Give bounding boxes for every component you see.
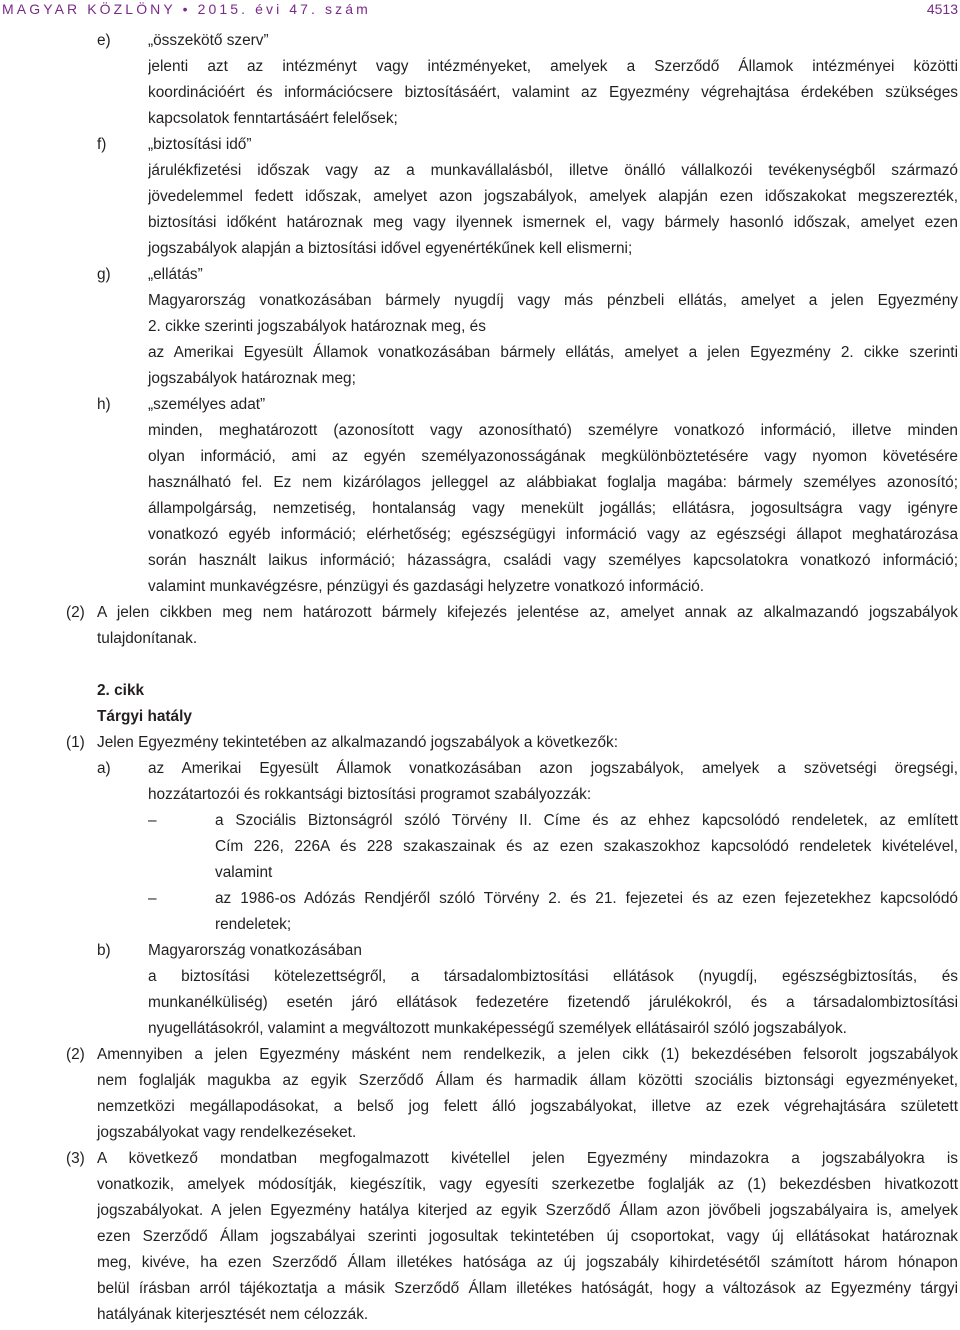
text-line: olyan információ, ami az egyén személyazonosságának megkülönböztetésére vagy nyomon követésére	[148, 448, 958, 465]
text-line: h)	[97, 396, 111, 413]
text-line: A jelen cikkben meg nem határozott bármely kifejezés jelentése az, amelyet annak az alkalmazandó jogszabályok	[97, 604, 958, 621]
text-line: jogszabályokat vagy rendelkezéseket.	[97, 1124, 357, 1141]
text-line: koordinációért és információcsere biztosításáért, valamint az Egyezmény végrehajtása érdekében szükséges	[148, 84, 958, 101]
text-line: a Szociális Biztonságról szóló Törvény II. Címe és az ehhez kapcsolódó rendeletek, az említett	[215, 812, 958, 829]
text-line: b)	[97, 942, 111, 959]
text-line: munkanélküliség) esetén járó ellátások fedezetére fizetendő járulékokról, és a társadalombiztosítási	[148, 994, 958, 1011]
text-line: Cím 226, 226A és 228 szakaszainak és az ezen szakaszokhoz kapcsolódó rendeletek kivételével,	[215, 838, 958, 855]
text-line: jogszabályokat. A jelen Egyezmény hatálya kiterjed az egyik Szerződő Állam azon jövőbeli jogszabályaira is, amelyek	[97, 1202, 958, 1219]
text-line: jogszabályok alapján a biztosítási idővel egyenértékűnek kell elismerni;	[148, 240, 633, 257]
text-line: „ellátás”	[148, 266, 203, 283]
page-header	[0, 0, 960, 22]
text-line: hozzátartozói és rokkantsági biztosítási programot szabályozzák:	[148, 786, 592, 803]
text-line: a biztosítási kötelezettségről, a társadalombiztosítási ellátások (nyugdíj, egészségbiztosítás, és	[148, 968, 958, 985]
text-line: (1)	[66, 734, 85, 751]
text-line: rendeletek;	[215, 916, 292, 933]
text-line: kapcsolatok fenntartásáért felelősek;	[148, 110, 398, 127]
text-line: vonatkozó egyéb információ; elérhetőség; egészségügyi információ vagy az egészségi állapot meghatározása	[148, 526, 958, 543]
journal-title: MAGYAR KÖZLÖNY • 2015. évi 47. szám	[2, 1, 371, 17]
text-line: Magyarország vonatkozásában bármely nyugdíj vagy más pénzbeli ellátás, amelyet a jelen Egyezmény	[148, 292, 958, 309]
text-line: meg, kivéve, ha ezen Szerződő Állam illetékes hatósága az új jogszabály kihirdetésétől számított három hónapon	[97, 1254, 958, 1271]
text-line: az Amerikai Egyesült Államok vonatkozásában bármely ellátás, amelyet a jelen Egyezmény 2. cikke szerinti	[148, 344, 958, 361]
text-line: Tárgyi hatály	[97, 708, 192, 725]
text-line: 2. cikk	[97, 682, 145, 699]
text-line: ezen Szerződő Állam jogszabályai szerinti jogosultak tekintetében új csoportokat, vagy új ellátásokat határoznak	[97, 1228, 958, 1245]
issue-number: 2015. évi 47. szám	[197, 1, 371, 17]
text-line: nem foglalják magukba az egyik Szerződő Állam és harmadik állam közötti szociális biztonsági egyezményeket,	[97, 1072, 958, 1089]
text-line: során használt laikus információ; házasságra, családi vagy személyes kapcsolatokra vonatkozó információ;	[148, 552, 958, 569]
text-line: jogszabályok határoznak meg;	[148, 370, 356, 387]
text-line: jövedelemmel fedett időszak, amelyet azon jogszabályok, amelyek alapján ezen időszakokat megszerezték,	[148, 188, 958, 205]
text-line: nemzetközi megállapodásokat, a belső jog felett álló jogszabályokat, illetve az ezek végrehajtására született	[97, 1098, 958, 1115]
text-line: „személyes adat”	[148, 396, 266, 413]
text-line: állampolgárság, nemzetiség, hontalanság vagy menekült jogállás; ellátásra, jogosultságra vagy igényre	[148, 500, 958, 517]
text-line: „biztosítási idő”	[148, 136, 252, 153]
text-line: a)	[97, 760, 111, 777]
text-line: (2)	[66, 1046, 85, 1063]
text-line: minden, meghatározott (azonosított vagy azonosítható) személyre vonatkozó információ, illetve minden	[148, 422, 958, 439]
text-line: az Amerikai Egyesült Államok vonatkozásában azon jogszabályok, amelyek a szövetségi öregségi,	[148, 760, 958, 777]
text-line: jelenti azt az intézményt vagy intézményeket, amelyek a Szerződő Államok intézményei közötti	[148, 58, 958, 75]
page-number: 4513	[926, 1, 958, 17]
text-line: –	[148, 812, 157, 829]
text-line: Jelen Egyezmény tekintetében az alkalmazandó jogszabályok a következők:	[97, 734, 619, 751]
text-line: f)	[97, 136, 107, 153]
text-line: g)	[97, 266, 111, 283]
text-line: használható fel. Ez nem kizárólagos jelleggel az alábbiakat foglalja magába: bármely személyes azonosító;	[148, 474, 958, 491]
text-line: Magyarország vonatkozásában	[148, 942, 362, 959]
journal-name: MAGYAR KÖZLÖNY	[2, 1, 176, 17]
text-line: –	[148, 890, 157, 907]
text-line: vonatkozik, amelyek módosítják, kiegészítik, vagy egyesíti szerkezetbe foglalják az (1) bekezdésben hivatkozott	[97, 1176, 958, 1193]
text-line: (3)	[66, 1150, 85, 1167]
text-line: A következő mondatban megfogalmazott kivétellel jelen Egyezmény mindazokra a jogszabályokra is	[97, 1150, 958, 1167]
text-line: hatályának kiterjesztését nem célozzák.	[97, 1306, 369, 1323]
text-line: az 1986-os Adózás Rendjéről szóló Törvény 2. és 21. fejezetei és az ezen fejezetekhez kapcsolódó	[215, 890, 958, 907]
text-line: járulékfizetési időszak vagy az a munkavállalásból, illetve önálló vállalkozói tevékenységből származó	[148, 162, 958, 179]
text-line: belül írásban arról tájékoztatja a másik Szerződő Állam illetékes hatóságát, hogy a változások az Egyezmény tárgyi	[97, 1280, 958, 1297]
text-line: Amennyiben a jelen Egyezmény másként nem rendelkezik, a jelen cikk (1) bekezdésében felsorolt jogszabályok	[97, 1046, 958, 1063]
text-line: valamint munkavégzésre, pénzügyi és gazdasági helyzetre vonatkozó információ.	[148, 578, 705, 595]
text-line: biztosítási időként határoznak meg vagy ilyennek ismernek el, vagy bármely hasonló időszak, amelyet ezen	[148, 214, 958, 231]
text-line: valamint	[215, 864, 273, 881]
text-line: tulajdonítanak.	[97, 630, 198, 647]
text-line: (2)	[66, 604, 85, 621]
text-line: „összekötő szerv”	[148, 32, 269, 49]
text-line: nyugellátásokról, valamint a megváltozott munkaképességű személyek ellátásairól szóló jogszabályok.	[148, 1020, 847, 1037]
text-line: e)	[97, 32, 111, 49]
text-line: 2. cikke szerinti jogszabályok határoznak meg, és	[148, 318, 486, 335]
